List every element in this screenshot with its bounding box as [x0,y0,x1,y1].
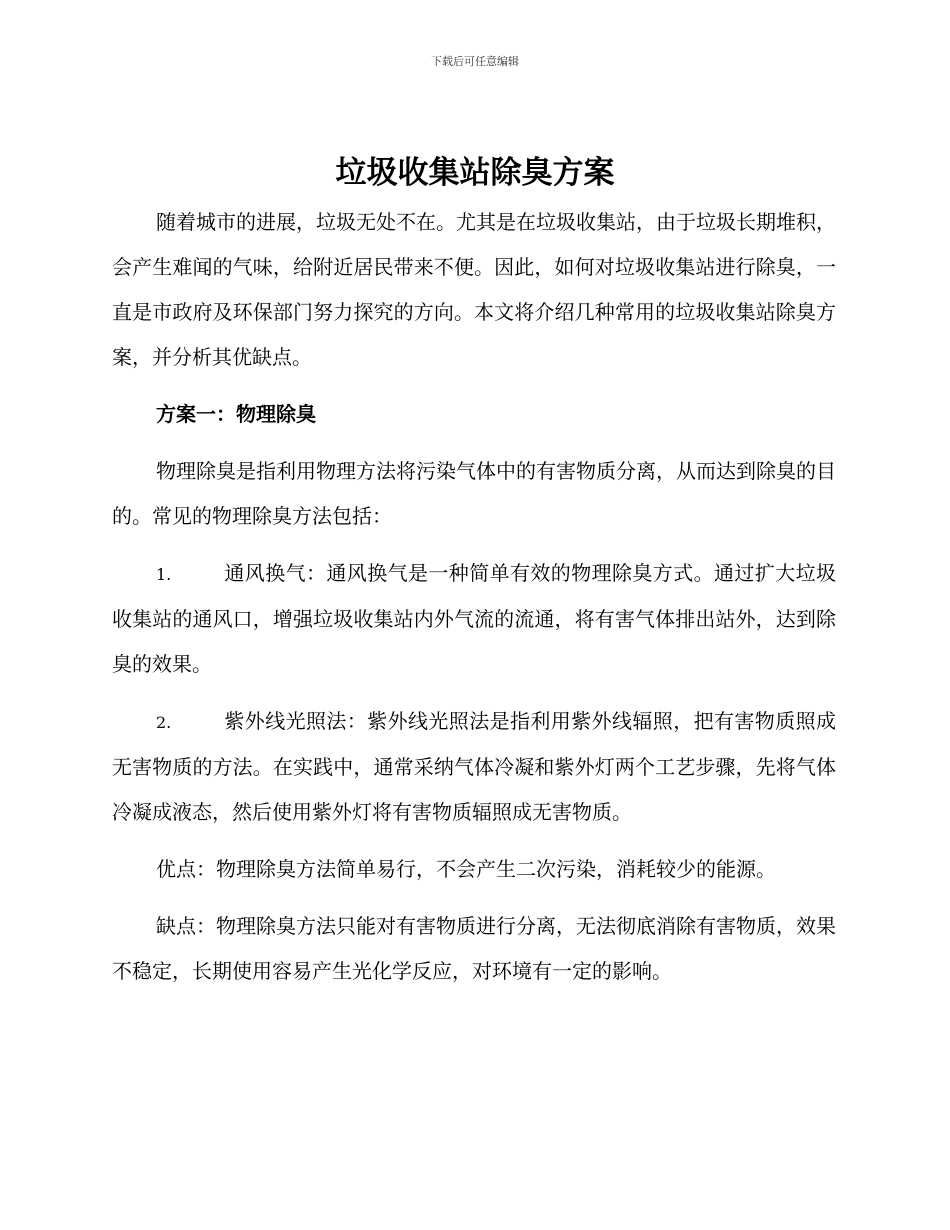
list-item-text: 紫外线光照法：紫外线光照法是指利用紫外线辐照，把有害物质照成无害物质的方法。在实践中，通常采纳气体冷凝和紫外灯两个工艺步骤，先将气体冷凝成液态，然后使用紫外灯将有害物质辐照成无害物质。 [112,709,836,824]
section-intro-paragraph: 物理除臭是指利用物理方法将污染气体中的有害物质分离，从而达到除臭的目的。常见的物理除臭方法包括： [112,459,836,528]
list-item [112,699,836,835]
pros-paragraph: 优点：物理除臭方法简单易行，不会产生二次污染，消耗较少的能源。 [156,857,776,881]
document-body [112,200,836,1006]
cons-paragraph: 缺点：物理除臭方法只能对有害物质进行分离，无法彻底消除有害物质，效果不稳定，长期使用容易产生光化学反应，对环境有一定的影响。 [112,914,836,983]
page-header: 下载后可任意编辑 [431,55,519,68]
list-item [112,551,836,687]
list-item-number: 2. [156,713,172,732]
intro-paragraph: 随着城市的进展，垃圾无处不在。尤其是在垃圾收集站，由于垃圾长期堆积，会产生难闻的气味，给附近居民带来不便。因此，如何对垃圾收集站进行除臭，一直是市政府及环保部门努力探究的方向。本文将介绍几种常用的垃圾收集站除臭方案，并分析其优缺点。 [112,210,836,369]
section-heading: 方案一：物理除臭 [156,402,316,426]
document-title: 垃圾收集站除臭方案 [335,155,615,191]
list-item-number: 1. [156,565,172,584]
list-item-text: 通风换气：通风换气是一种简单有效的物理除臭方式。通过扩大垃圾收集站的通风口，增强垃圾收集站内外气流的流通，将有害气体排出站外，达到除臭的效果。 [112,561,836,676]
